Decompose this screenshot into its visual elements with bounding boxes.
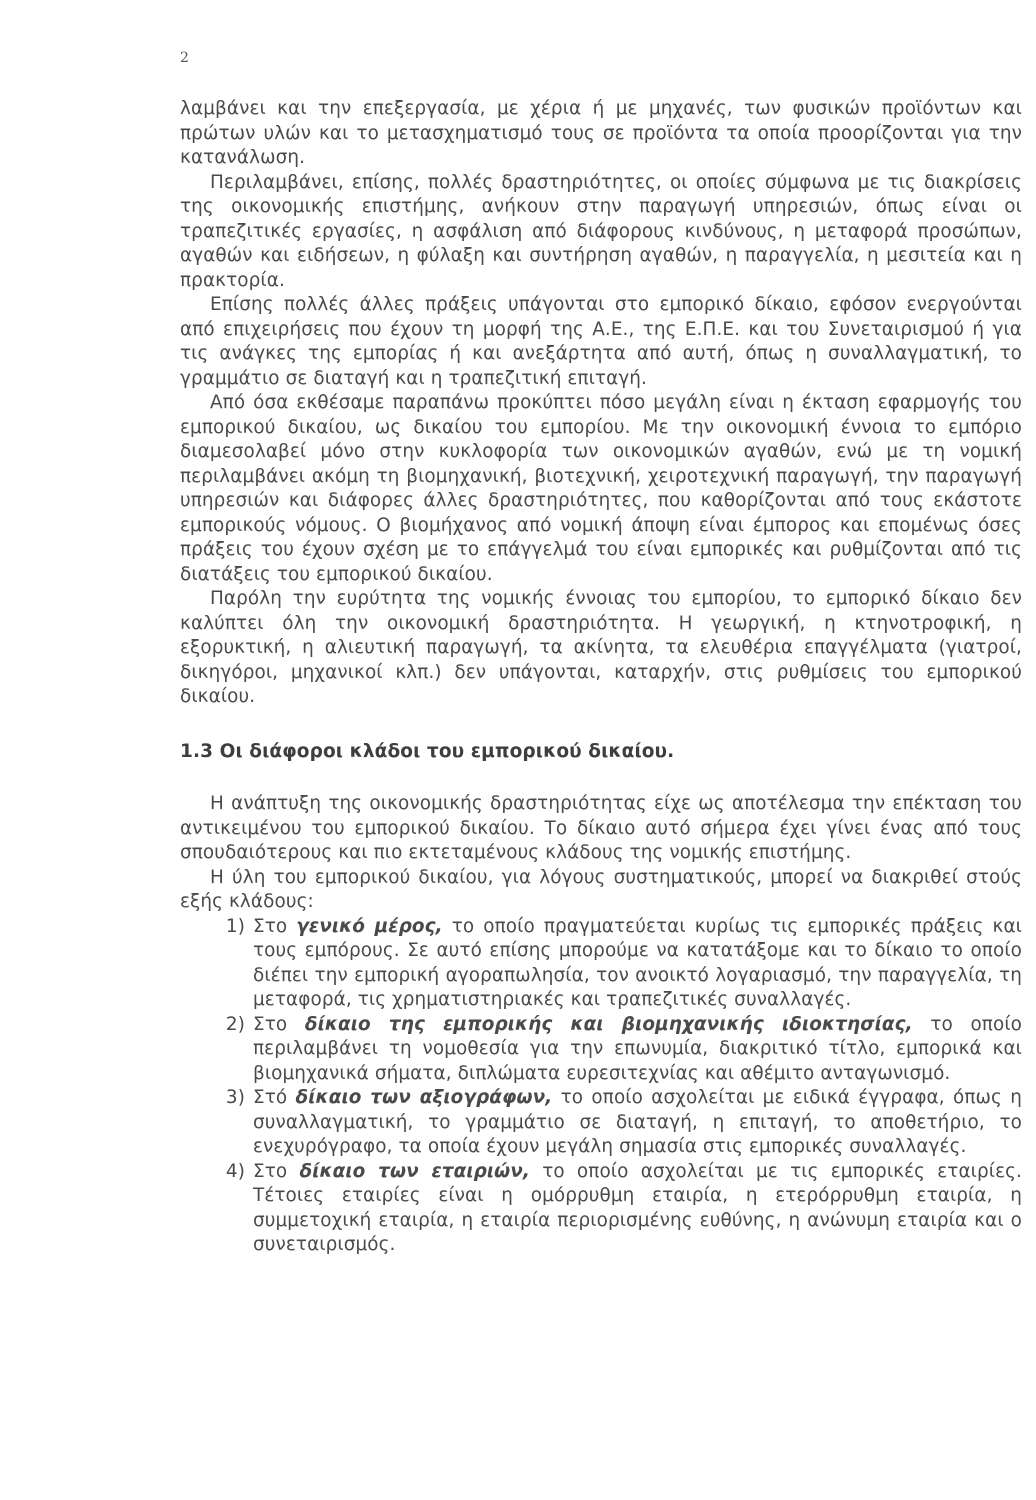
paragraph: Παρόλη την ευρύτητα της νομικής έννοιας του εμπορίου, το εμπορικό δίκαιο δεν καλύπτει όλη την οικονομική δραστηριότητα. Η γεωργική, η κτηνοτροφική, η εξορυκτική, η αλιευτική παραγωγή, τα ακίνητα, τα ελευθέρια επαγγέλματα (γιατροί, δικηγόροι, μηχανικοί κλπ.) δεν υπάγονται, καταρχήν, στις ρυθμίσεις του εμπορικού δικαίου. bbox=[180, 588, 1022, 707]
paragraph: λαμβάνει και την επεξεργασία, με χέρια ή με μηχανές, των φυσικών προϊόντων και πρώτων υλών και το μετασχηματισμό τους σε προϊόντα τα οποία προορίζονται για την κατανάλωση. bbox=[180, 98, 1022, 168]
list-item-prefix: Στο bbox=[253, 1013, 288, 1035]
paragraph: Η ανάπτυξη της οικονομικής δραστηριότητας είχε ως αποτέλεσμα την επέκταση του αντικειμένου του εμπορικού δικαίου. Το δίκαιο αυτό σήμερα έχει γίνει ένας από τους σπουδαιότερους και πιο εκτεταμένους κλάδους της νομικής επιστήμης. bbox=[180, 793, 1022, 863]
paragraph: Περιλαμβάνει, επίσης, πολλές δραστηριότητες, οι οποίες σύμφωνα με τις διακρίσεις της οικονομικής επιστήμης, ανήκουν στην παραγωγή υπηρεσιών, όπως είναι οι τραπεζιτικές εργασίες, η ασφάλιση από διάφορους κινδύνους, η μεταφορά προσώπων, αγαθών και ειδήσεων, η φύλαξη και συντήρηση αγαθών, η παραγγελία, η μεσιτεία και η πρακτορία. bbox=[180, 171, 1022, 291]
list-item-number: 1) bbox=[225, 915, 245, 937]
list-item-rest: το οποίο περιλαμβάνει τη νομοθεσία για την επωνυμία, διακριτικό τίτλο, εμπορικά και βιομηχανικά σήματα, διπλώματα ευρεσιτεχνίας και αθέμιτο ανταγωνισμό. bbox=[253, 1013, 1022, 1084]
list-item-text bbox=[253, 915, 1022, 1013]
list-item-term: δίκαιο των αξιογράφων, bbox=[295, 1087, 553, 1108]
list-item bbox=[180, 1086, 1022, 1160]
list-item-number: 2) bbox=[225, 1013, 245, 1035]
list-item bbox=[180, 1160, 1022, 1258]
section-heading: 1.3 Οι διάφοροι κλάδοι του εμπορικού δικαίου. bbox=[180, 740, 675, 762]
list-item-rest: το οποίο πραγματεύεται κυρίως τις εμπορικές πράξεις και τους εμπόρους. Σε αυτό επίσης μπορούμε να κατατάξομε και το δίκαιο το οποίο διέπει την εμπορική αγοραπωλησία, τον ανοικτό λογαριασμό, την παραγγελία, τη μεταφορά, τις χρηματιστηριακές και τραπεζιτικές συναλλαγές. bbox=[253, 915, 1022, 1010]
list-item-text bbox=[253, 1160, 1022, 1258]
paragraph: Η ύλη του εμπορικού δικαίου, για λόγους συστηματικούς, μπορεί να διακριθεί στούς εξής κλάδους: bbox=[180, 866, 1022, 912]
list-item-prefix: Στο bbox=[253, 1160, 288, 1182]
list-item-term: γενικό μέρος, bbox=[296, 915, 443, 937]
list-item-text bbox=[253, 1013, 1022, 1087]
list-item-rest: το οποίο ασχολείται με ειδικά έγγραφα, όπως η συναλλαγματική, το γραμμάτιο σε διαταγή, η επιταγή, το αποθετήριο, το ενεχυρόγραφο, τα οποία έχουν μεγάλη σημασία στις εμπορικές συναλλαγές. bbox=[253, 1087, 1022, 1157]
paragraph: Από όσα εκθέσαμε παραπάνω προκύπτει πόσο μεγάλη είναι η έκταση εφαρμογής του εμπορικού δικαίου, ως δικαίου του εμπορίου. Με την οικονομική έννοια το εμπόριο διαμεσολαβεί μόνο στην κυκλοφορία των οικονομικών αγαθών, ενώ με τη νομική περιλαμβάνει ακόμη τη βιομηχανική, βιοτεχνική, χειροτεχνική παραγωγή, την παραγωγή υπηρεσιών και διάφορες άλλες δραστηριότητες, που καθορίζονται από τους εκάστοτε εμπορικούς νόμους. Ο βιομήχανος από νομική άποψη είναι έμπορος και επομένως όσες πράξεις του έχουν σχέση με το επάγγελμά του είναι εμπορικές και ρυθμίζονται από τις διατάξεις του εμπορικού δικαίου. bbox=[180, 392, 1022, 585]
list-item-prefix: Στό bbox=[253, 1087, 288, 1108]
list-item-number: 4) bbox=[225, 1160, 245, 1182]
list-item-term: δίκαιο της εμπορικής και βιομηχανικής ιδιοκτησίας, bbox=[304, 1013, 913, 1035]
page-number: 2 bbox=[180, 50, 189, 66]
branches-list bbox=[180, 915, 1022, 1258]
list-item-number: 3) bbox=[225, 1087, 245, 1108]
list-item-text bbox=[253, 1086, 1022, 1160]
paragraph: Επίσης πολλές άλλες πράξεις υπάγονται στο εμπορικό δίκαιο, εφόσον ενεργούνται από επιχειρήσεις που έχουν τη μορφή της Α.Ε., της Ε.Π.Ε. και του Συνεταιρισμού ή για τις ανάγκες της εμπορίας ή και ανεξάρτητα από αυτή, όπως η συναλλαγματική, το γραμμάτιο σε διαταγή και η τραπεζιτική επιταγή. bbox=[180, 294, 1022, 389]
list-item bbox=[180, 915, 1022, 1013]
list-item bbox=[180, 1013, 1022, 1087]
list-item-prefix: Στο bbox=[253, 915, 288, 937]
list-item-rest: το οποίο ασχολείται με τις εμπορικές εταιρίες. Τέτοιες εταιρίες είναι η ομόρρυθμη εταιρία, η ετερόρρυθμη εταιρία, η συμμετοχική εταιρία, η εταιρία περιορισμένης ευθύνης, η ανώνυμη εταιρία και ο συνεταιρισμός. bbox=[253, 1160, 1022, 1255]
body-text bbox=[180, 97, 1022, 1258]
list-item-term: δίκαιο των εταιριών, bbox=[299, 1160, 530, 1182]
